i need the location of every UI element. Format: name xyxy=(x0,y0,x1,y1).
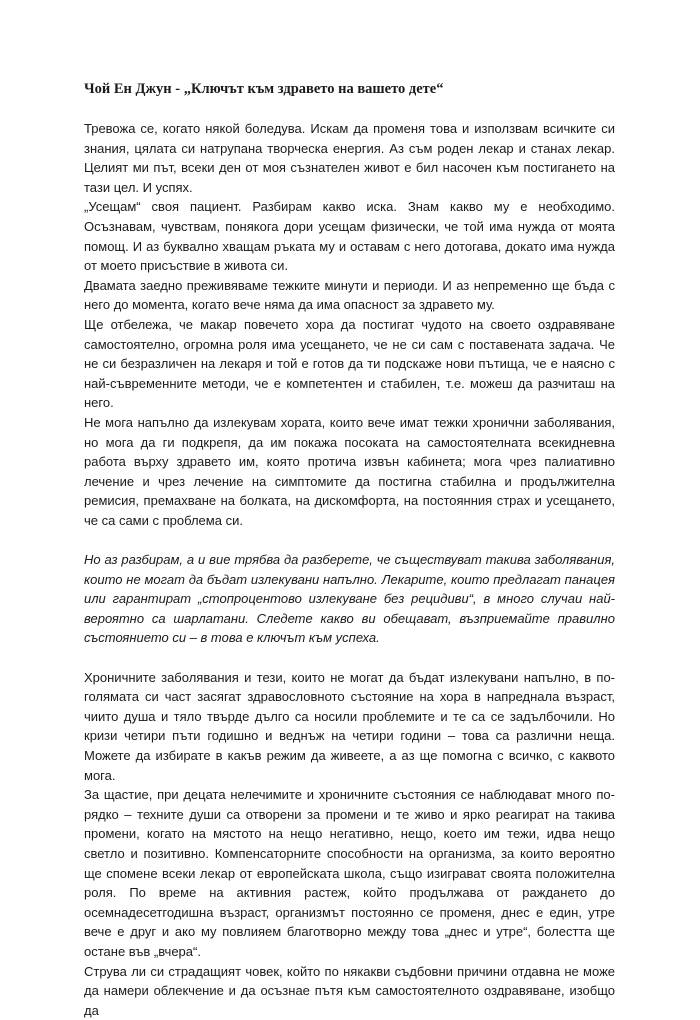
paragraph-sensing-patient: „Усещам“ своя пациент. Разбирам какво иска. Знам какво му е необходимо. Осъзнавам, чувствам, понякога дори усещам физически, че той има нужда от моята помощ. И аз буквално хващам ръката му и оставам с него дотогава, докато има нужда от моето присъствие в живота си. xyxy=(84,199,615,274)
paragraph-warning-italic: Но аз разбирам, а и вие трябва да разберете, че съществуват такива заболявания, които не могат да бъдат излекувани напълно. Лекарите, които предлагат панацея или гарантират „стопроцентово излекуване без рецидиви“, в много случаи най-вероятно са шарлатани. Следете какво ви обещават, възприемайте правилно състоянието си – в това е ключът към успеха. xyxy=(84,552,615,646)
document-title: Чой Ен Джун - „Ключът към здравето на вашето дете“ xyxy=(84,81,444,97)
paragraph-not-alone: Ще отбележа, че макар повечето хора да постигат чудото на своето оздравяване самостоятелно, огромна роля има усещането, че не си сам с поставената задача. Че не си безразличен на лекаря и той е готов да ти подскаже нови пътища, че е наясно с най-съвременните методи, че е компетентен и стабилен, т.е. можеш да разчиташ на него. xyxy=(84,316,615,411)
paragraph-spacer xyxy=(84,530,615,550)
paragraph-intro: Тревожа се, когато някой боледува. Искам да променя това и използвам всичките си знания, цялата си натрупана творческа енергия. Аз съм роден лекар и станах лекар. Целият ми път, всеки ден от моя съзнателен живот е бил насочен към постигането на тази цел. И успях. xyxy=(84,121,615,195)
paragraph-suffering-person: Струва ли си страдащият човек, който по някакви съдбовни причини отдавна не може да намери облекчение и да осъзнае пътя към самостоятелното оздравяване, изобщо да xyxy=(84,963,615,1018)
document-page xyxy=(84,80,615,1020)
paragraph-chronic-elderly: Хроничните заболявания и тези, които не могат да бъдат излекувани напълно, в по-голямата си част засягат здравословното състояние на хора в напреднала възраст, чиито душа и тяло твърде дълго са носили проблемите и те са се задълбочили. Но кризи четири пъти годишно и веднъж на четири години – това са различни неща. Можете да избирате в какъв режим да живеете, а аз ще помогна с всичко, с каквото мога. xyxy=(84,669,615,783)
paragraph-children: За щастие, при децата нелечимите и хроничните състояния се наблюдават много по-рядко – техните души са отворени за промени и те живо и ярко реагират на такива промени, когато на мястото на нещо негативно, нещо, което им тежи, идва нещо светло и позитивно. Компенсаторните способности на организма, за които вероятно ще спомене всеки лекар от европейската школа, също изиграват своята положителна роля. По време на активния растеж, който продължава от раждането до осемнадесетгодишна възраст, организмът постоянно се променя, днес е един, утре вече е друг и ако му повлияем благотворно между това „днес и утре“, болестта ще остане във „вчера“. xyxy=(84,787,615,959)
paragraph-together: Двамата заедно преживяваме тежките минути и периоди. И аз непременно ще бъда с него до момента, когато вече няма да има опасност за здравето му. xyxy=(84,277,615,313)
paragraph-chronic-support: Не мога напълно да излекувам хората, които вече имат тежки хронични заболявания, но мога да ги подкрепя, да им покажа посоката на самостоятелната всекидневна работа върху здравето им, която протича извън кабинета; мога чрез палиативно лечение и чрез лечение на симптомите да постигна стабилна и продължителна ремисия, премахване на болката, на дискомфорта, на постоянния страх и усещането, че са сами с проблема си. xyxy=(84,414,615,528)
paragraph-spacer xyxy=(84,648,615,668)
